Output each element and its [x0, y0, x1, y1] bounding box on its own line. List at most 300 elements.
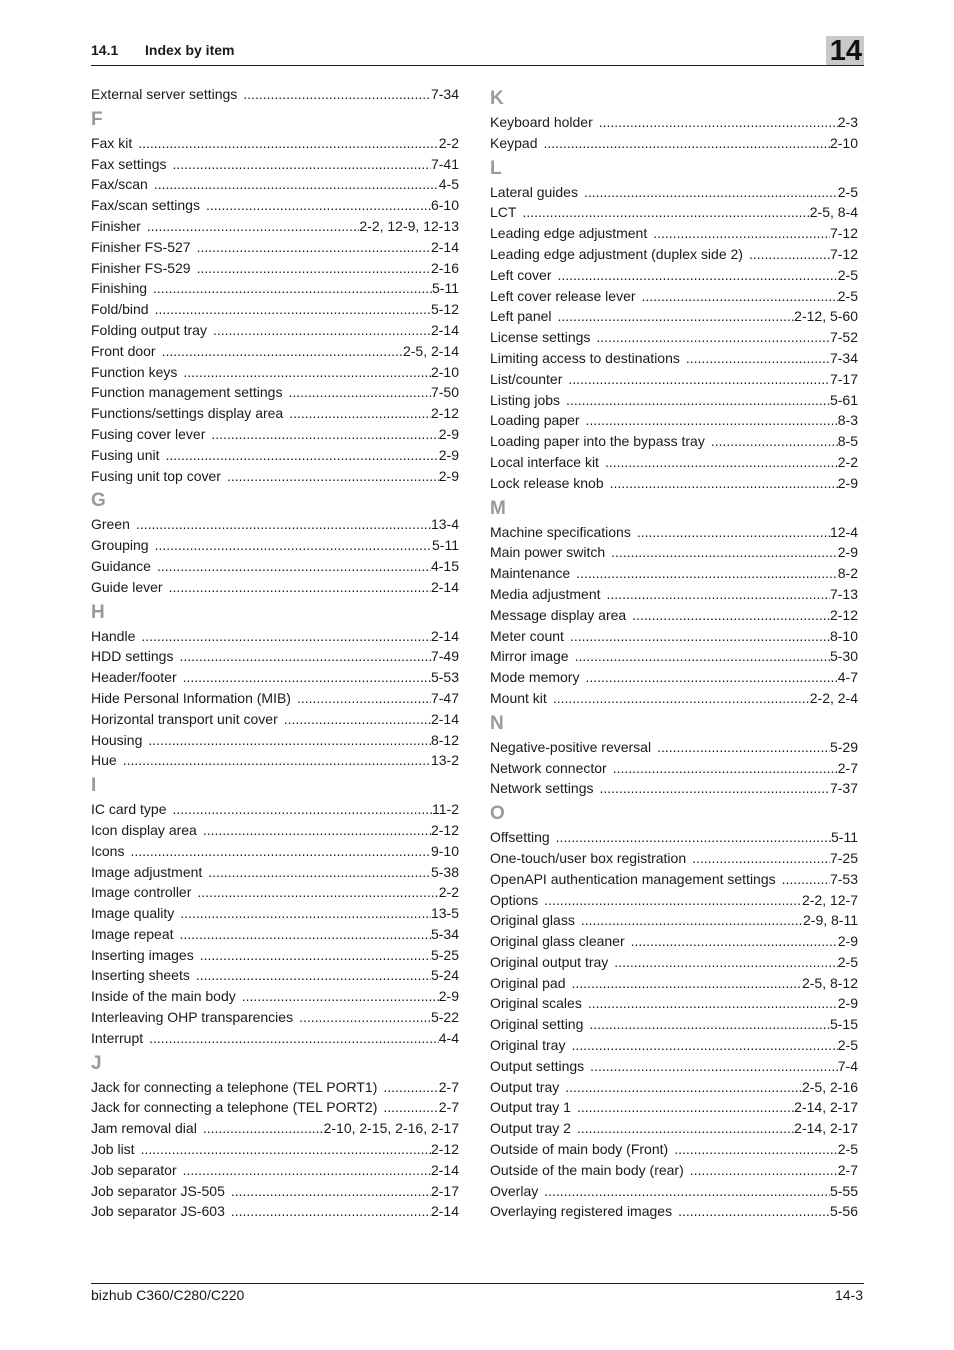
index-letter-heading: M	[490, 497, 506, 519]
index-entry-pages: 2-2	[438, 134, 459, 151]
index-entry-label: Job separator	[91, 1161, 177, 1178]
index-entry-pages: 2-16	[430, 259, 459, 276]
index-entry-label: Finisher	[91, 217, 141, 234]
index-entry-pages: 7-12	[829, 225, 858, 242]
index-entry-label: Folding output tray	[91, 321, 207, 338]
index-entry	[91, 514, 459, 535]
index-letter-heading: H	[91, 601, 105, 623]
index-entry-pages: 5-11	[831, 829, 858, 846]
dot-leader	[568, 369, 830, 390]
index-entry-label: Local interface kit	[490, 453, 599, 470]
dot-leader	[153, 278, 432, 299]
dot-leader	[692, 848, 830, 869]
index-entry-pages: 5-24	[430, 967, 459, 984]
index-entry	[490, 1077, 858, 1098]
index-entry-label: Original setting	[490, 1016, 584, 1033]
index-entry	[91, 965, 459, 986]
index-entry	[490, 869, 858, 890]
index-entry-pages: 4-5	[438, 176, 459, 193]
index-entry-label: Original glass cleaner	[490, 933, 625, 950]
index-entry	[490, 737, 858, 758]
index-entry-label: Keyboard holder	[490, 114, 593, 130]
index-entry-pages: 7-49	[430, 648, 459, 665]
index-entry-label: Inserting sheets	[91, 967, 190, 984]
index-entry-pages: 2-17	[430, 1182, 459, 1199]
index-column-right	[490, 84, 858, 1222]
index-entry-pages: 12-4	[829, 523, 858, 540]
dot-leader	[138, 133, 439, 154]
index-entry	[91, 1028, 459, 1049]
index-entry-label: Image controller	[91, 884, 192, 901]
index-entry-label: Limiting access to destinations	[490, 349, 680, 366]
index-entry-pages: 8-5	[837, 433, 858, 450]
index-entry-pages: 7-41	[430, 155, 459, 172]
index-entry-label: Original glass	[490, 912, 575, 929]
index-entry	[91, 445, 459, 466]
index-entry	[490, 286, 858, 307]
dot-leader	[155, 299, 431, 320]
index-entry-label: Housing	[91, 731, 143, 748]
index-entry-pages: 2-10	[430, 363, 459, 380]
dot-leader	[197, 882, 438, 903]
index-entry-label: Interleaving OHP transparencies	[91, 1009, 294, 1026]
index-entry	[91, 1201, 459, 1222]
index-entry-label: Offsetting	[490, 829, 550, 846]
index-entry-label: Mount kit	[490, 689, 547, 706]
index-entry	[91, 986, 459, 1007]
index-entry	[91, 882, 459, 903]
index-entry-pages: 2-7	[438, 1078, 459, 1095]
index-entry-pages: 6-10	[430, 197, 459, 214]
index-entry-pages: 7-34	[829, 349, 858, 366]
index-entry	[490, 626, 858, 647]
index-entry-label: Fax/scan	[91, 176, 148, 193]
index-entry	[91, 903, 459, 924]
index-group	[91, 599, 459, 772]
index-entry-pages: 5-53	[430, 669, 459, 686]
index-entry-pages: 7-52	[829, 329, 858, 346]
dot-leader	[172, 154, 430, 175]
index-entry-label: Fusing unit	[91, 446, 160, 463]
dot-leader	[242, 986, 439, 1007]
dot-leader	[613, 758, 838, 779]
index-entry	[490, 202, 858, 223]
dot-leader	[558, 306, 795, 327]
index-entry	[91, 195, 459, 216]
index-entry-label: One-touch/user box registration	[490, 849, 687, 866]
index-entry-pages: 9-10	[430, 842, 459, 859]
index-entry	[91, 237, 459, 258]
index-entry-pages: 2-12	[430, 405, 459, 422]
index-entry-label: Meter count	[490, 627, 564, 644]
index-group	[490, 85, 858, 154]
index-entry-pages: 5-22	[430, 1009, 459, 1026]
index-entry-label: Image quality	[91, 905, 175, 922]
index-entry-pages: 2-5	[837, 953, 858, 970]
index-entry-label: Front door	[91, 342, 156, 359]
index-group	[490, 800, 858, 1222]
index-entry-pages: 13-4	[430, 516, 459, 533]
index-entry	[91, 1181, 459, 1202]
dot-leader	[231, 1201, 431, 1222]
index-entry-pages: 7-53	[829, 870, 858, 887]
index-entry-pages: 2-14	[430, 1203, 459, 1220]
dot-leader	[141, 626, 431, 647]
dot-leader	[154, 174, 439, 195]
index-entry-label: Overlay	[490, 1182, 539, 1199]
index-entry-pages: 2-3	[837, 114, 858, 130]
dot-leader	[289, 403, 431, 424]
index-letter-heading: K	[490, 88, 504, 109]
index-entry	[91, 667, 459, 688]
header-rule	[91, 65, 864, 66]
index-entry	[91, 626, 459, 647]
dot-leader	[605, 452, 838, 473]
dot-leader	[631, 931, 838, 952]
index-entry-label: Job list	[91, 1141, 135, 1158]
index-entry	[91, 362, 459, 383]
dot-leader	[180, 903, 431, 924]
dot-leader	[183, 362, 431, 383]
index-entry-pages: 7-34	[430, 86, 459, 102]
dot-leader	[180, 924, 431, 945]
index-entry	[490, 667, 858, 688]
dot-leader	[599, 778, 829, 799]
index-entry	[490, 542, 858, 563]
index-entry-pages: 2-9	[837, 995, 858, 1012]
index-entry-label: Loading paper	[490, 412, 580, 429]
index-entry-label: Job separator JS-603	[91, 1203, 225, 1220]
index-entry	[91, 258, 459, 279]
index-entry-label: LCT	[490, 204, 517, 221]
dot-leader	[577, 1118, 794, 1139]
index-entry	[490, 265, 858, 286]
index-entry	[91, 299, 459, 320]
dot-leader	[570, 626, 830, 647]
index-entry-label: Original tray	[490, 1037, 566, 1054]
index-entry	[91, 382, 459, 403]
index-entry-pages: 4-15	[430, 557, 459, 574]
index-column-left	[91, 84, 459, 1222]
dot-leader	[572, 973, 802, 994]
index-entry	[490, 1139, 858, 1160]
index-entry-pages: 2-5, 8-12	[801, 974, 858, 991]
index-entry	[490, 688, 858, 709]
index-entry-pages: 2-12	[829, 606, 858, 623]
index-entry-pages: 7-12	[829, 245, 858, 262]
dot-leader	[165, 445, 438, 466]
index-entry-label: Fusing cover lever	[91, 425, 206, 442]
index-entry	[490, 1201, 858, 1222]
index-entry-pages: 8-12	[430, 731, 459, 748]
index-entry	[91, 1097, 459, 1118]
dot-leader	[148, 730, 431, 751]
dot-leader	[614, 952, 837, 973]
index-entry-pages: 2-9	[837, 933, 858, 950]
index-entry	[490, 931, 858, 952]
index-entry-label: Icon display area	[91, 821, 197, 838]
dot-leader	[586, 410, 838, 431]
index-entry-pages: 2-2	[837, 453, 858, 470]
index-entry	[490, 133, 858, 154]
index-entry-label: Media adjustment	[490, 585, 601, 602]
dot-leader	[544, 1181, 830, 1202]
index-entry	[490, 327, 858, 348]
index-entry-label: Hue	[91, 752, 117, 769]
index-entry-pages: 5-15	[829, 1016, 858, 1033]
dot-leader	[136, 514, 431, 535]
index-entry-label: Left cover	[490, 266, 552, 283]
index-entry-pages: 7-37	[829, 780, 858, 797]
dot-leader	[571, 1035, 837, 1056]
index-entry-pages: 5-55	[829, 1182, 858, 1199]
index-entry-pages: 2-9	[438, 425, 459, 442]
index-entry	[490, 348, 858, 369]
index-entry-label: Fold/bind	[91, 301, 149, 318]
index-entry	[490, 952, 858, 973]
index-entry-label: Left panel	[490, 308, 552, 325]
dot-leader	[196, 965, 431, 986]
index-entry-pages: 2-5	[837, 1037, 858, 1054]
index-entry-label: Fax kit	[91, 134, 133, 151]
index-entry-pages: 4-7	[837, 669, 858, 686]
index-entry	[490, 431, 858, 452]
index-entry-label: Handle	[91, 627, 136, 644]
index-entry-label: Header/footer	[91, 669, 177, 686]
index-entry	[490, 452, 858, 473]
index-entry-label: Function management settings	[91, 384, 283, 401]
index-entry	[91, 799, 459, 820]
index-entry-pages: 13-2	[430, 752, 459, 769]
index-entry	[91, 424, 459, 445]
index-entry-label: Jam removal dial	[91, 1120, 197, 1137]
dot-leader	[284, 709, 431, 730]
footer-rule	[91, 1283, 864, 1284]
index-entry-pages: 7-13	[829, 585, 858, 602]
index-entry	[91, 535, 459, 556]
index-entry-label: Outside of the main body (rear)	[490, 1161, 684, 1178]
section-number: 14.1	[91, 42, 119, 58]
index-entry-pages: 2-9	[438, 988, 459, 1005]
index-entry	[490, 522, 858, 543]
index-entry-label: Network connector	[490, 759, 607, 776]
dot-leader	[383, 1097, 438, 1118]
index-entry	[490, 390, 858, 411]
index-entry-pages: 2-14	[430, 627, 459, 644]
index-entry-label: Image repeat	[91, 925, 174, 942]
index-entry-pages: 8-10	[829, 627, 858, 644]
index-entry	[490, 244, 858, 265]
index-entry-pages: 2-7	[837, 759, 858, 776]
index-entry-label: Lateral guides	[490, 183, 578, 200]
index-entry	[490, 473, 858, 494]
dot-leader	[678, 1201, 830, 1222]
dot-leader	[197, 237, 431, 258]
index-group	[490, 710, 858, 799]
index-entry-pages: 4-4	[438, 1029, 459, 1046]
index-entry-pages: 7-4	[837, 1057, 858, 1074]
dot-leader	[544, 890, 802, 911]
index-entry-pages: 5-34	[430, 925, 459, 942]
index-entry-pages: 2-14	[430, 578, 459, 595]
dot-leader	[637, 522, 830, 543]
index-entry-pages: 2-9, 8-11	[803, 912, 858, 929]
index-entry	[490, 306, 858, 327]
index-entry-pages: 2-7	[837, 1161, 858, 1178]
dot-leader	[611, 542, 838, 563]
index-group	[91, 487, 459, 597]
index-entry	[91, 1160, 459, 1181]
index-entry-label: Guidance	[91, 557, 151, 574]
index-entry-label: Fax settings	[91, 155, 167, 172]
index-entry	[91, 154, 459, 175]
index-entry-pages: 2-14	[430, 238, 459, 255]
index-entry-label: Options	[490, 891, 539, 908]
index-entry-label: External server settings	[91, 86, 238, 102]
index-entry	[490, 223, 858, 244]
index-entry-pages: 2-9	[837, 474, 858, 491]
index-entry	[91, 945, 459, 966]
index-entry	[91, 820, 459, 841]
index-entry-pages: 11-2	[432, 801, 459, 818]
dot-leader	[231, 1181, 431, 1202]
dot-leader	[130, 841, 431, 862]
index-entry-pages: 2-2	[438, 884, 459, 901]
index-entry-label: Output tray	[490, 1078, 560, 1095]
dot-leader	[782, 869, 830, 890]
index-entry-pages: 5-25	[430, 946, 459, 963]
dot-leader	[162, 341, 403, 362]
index-entry	[490, 1035, 858, 1056]
dot-leader	[179, 646, 431, 667]
index-entry	[91, 216, 459, 237]
index-entry-label: Guide lever	[91, 578, 163, 595]
dot-leader	[383, 1077, 438, 1098]
index-entry-label: Mode memory	[490, 669, 580, 686]
dot-leader	[183, 667, 431, 688]
index-entry-pages: 2-10	[829, 134, 858, 151]
index-entry	[490, 1014, 858, 1035]
index-entry-pages: 2-2, 2-4	[809, 689, 858, 706]
index-entry	[91, 320, 459, 341]
index-entry-label: Jack for connecting a telephone (TEL PORT1)	[91, 1078, 378, 1095]
dot-leader	[632, 605, 830, 626]
index-entry-label: Original scales	[490, 995, 582, 1012]
index-entry-label: Image adjustment	[91, 863, 203, 880]
dot-leader	[149, 1028, 439, 1049]
dot-leader	[297, 688, 431, 709]
index-entry-label: Original pad	[490, 974, 566, 991]
index-group	[91, 1050, 459, 1223]
index-letter-heading: L	[490, 157, 502, 179]
dot-leader	[299, 1007, 431, 1028]
dot-leader	[577, 1097, 794, 1118]
index-entry-label: Inserting images	[91, 946, 194, 963]
index-entry	[91, 341, 459, 362]
index-entry	[91, 646, 459, 667]
index-entry	[91, 174, 459, 195]
dot-leader	[690, 1160, 838, 1181]
dot-leader	[203, 1118, 324, 1139]
section-title: Index by item	[145, 42, 235, 58]
index-entry-pages: 2-5	[837, 287, 858, 304]
index-entry-pages: 2-10, 2-15, 2-16, 2-17	[323, 1120, 459, 1137]
index-entry-pages: 5-56	[829, 1203, 858, 1220]
index-entry	[490, 410, 858, 431]
dot-leader	[596, 327, 830, 348]
dot-leader	[557, 265, 837, 286]
index-entry	[91, 688, 459, 709]
index-entry-pages: 7-17	[829, 370, 858, 387]
index-entry-label: Job separator JS-505	[91, 1182, 225, 1199]
dot-leader	[213, 320, 431, 341]
index-entry	[91, 730, 459, 751]
index-group	[490, 495, 858, 709]
index-entry-pages: 2-9	[837, 544, 858, 561]
index-entry	[490, 910, 858, 931]
dot-leader	[157, 556, 431, 577]
index-entry	[91, 84, 459, 105]
index-entry-pages: 5-61	[829, 391, 858, 408]
index-entry-label: Mirror image	[490, 648, 569, 665]
index-entry	[91, 1077, 459, 1098]
dot-leader	[642, 286, 838, 307]
index-entry	[490, 646, 858, 667]
dot-leader	[556, 827, 831, 848]
index-entry-pages: 5-30	[829, 648, 858, 665]
index-entry	[490, 1097, 858, 1118]
index-entry	[490, 584, 858, 605]
dot-leader	[576, 563, 838, 584]
index-entry-label: Machine specifications	[490, 523, 631, 540]
dot-leader	[589, 1014, 830, 1035]
index-entry	[490, 890, 858, 911]
index-entry-label: Fusing unit top cover	[91, 467, 221, 484]
dot-leader	[657, 737, 830, 758]
index-entry	[490, 827, 858, 848]
index-entry	[91, 577, 459, 598]
index-letter-heading: N	[490, 712, 504, 734]
index-entry	[91, 278, 459, 299]
index-entry-label: Network settings	[490, 780, 594, 797]
dot-leader	[183, 1160, 431, 1181]
index-group	[91, 772, 459, 1049]
index-entry	[490, 848, 858, 869]
index-entry-pages: 2-5, 8-4	[809, 204, 858, 221]
footer-page-number: 14-3	[834, 1287, 863, 1303]
dot-leader	[227, 466, 439, 487]
index-entry-label: Lock release knob	[490, 474, 604, 491]
index-entry	[91, 466, 459, 487]
dot-leader	[584, 182, 838, 203]
dot-leader	[585, 667, 837, 688]
index-group	[490, 155, 858, 494]
dot-leader	[123, 750, 431, 771]
index-entry	[490, 1118, 858, 1139]
index-entry	[91, 841, 459, 862]
dot-leader	[208, 862, 431, 883]
dot-leader	[686, 348, 830, 369]
index-entry-label: IC card type	[91, 801, 167, 818]
index-group	[91, 84, 459, 105]
index-entry-label: Horizontal transport unit cover	[91, 710, 278, 727]
index-entry-pages: 2-14, 2-17	[794, 1099, 858, 1116]
index-entry-pages: 7-47	[430, 689, 459, 706]
index-entry-pages: 2-2, 12-7	[801, 891, 858, 908]
index-entry-label: Message display area	[490, 606, 627, 623]
index-entry	[91, 924, 459, 945]
index-entry	[490, 973, 858, 994]
